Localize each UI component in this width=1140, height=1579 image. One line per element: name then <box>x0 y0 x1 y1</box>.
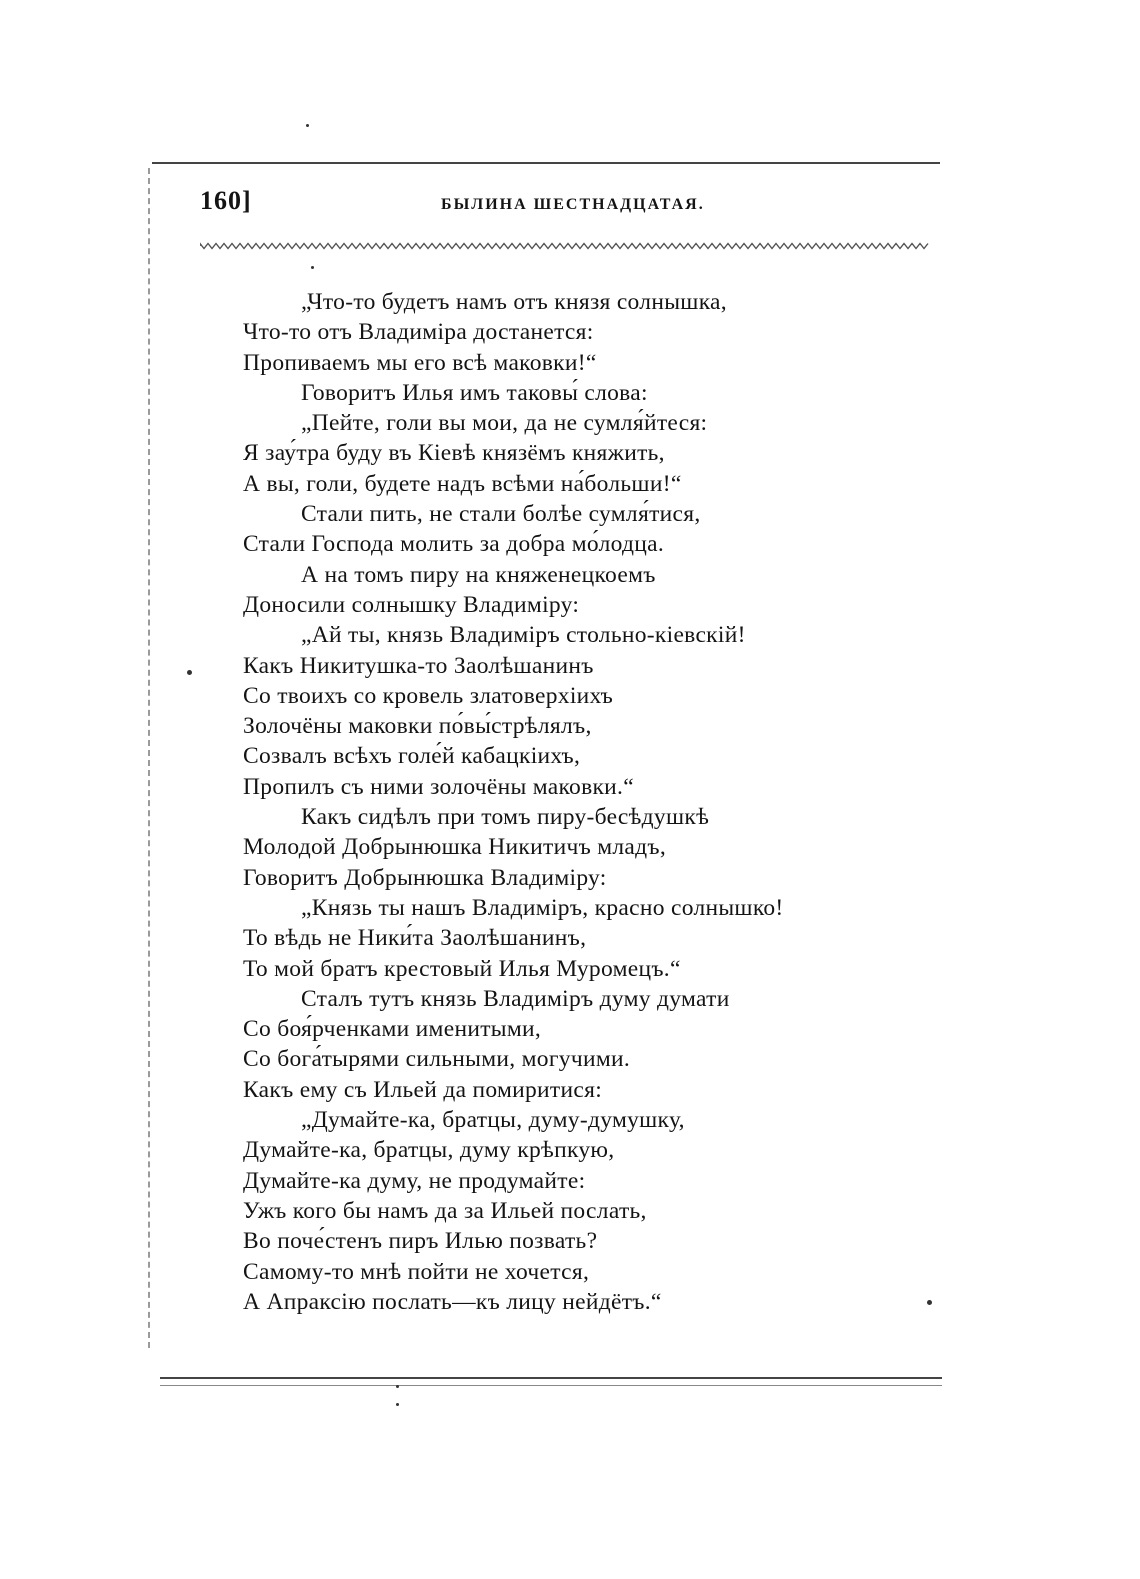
verse-line: То вѣдь не Ники́та Заолѣшанинъ, <box>243 925 587 952</box>
verse-line: „Думайте-ка, братцы, думу-думушку, <box>301 1107 685 1134</box>
scan-speck <box>306 124 309 127</box>
verse-line: „Что-то будетъ намъ отъ князя солнышка, <box>301 289 727 315</box>
page-number: 160] <box>200 186 252 215</box>
verse-line: То мой братъ крестовый Илья Муромецъ.“ <box>243 955 681 982</box>
bottom-rule <box>160 1377 942 1379</box>
poem-text <box>243 287 923 1317</box>
verse-line: Какъ Никитушка-то Заолѣшанинъ <box>243 652 594 679</box>
verse-line: Пропиваемъ мы его всѣ маковки!“ <box>243 349 597 376</box>
wavy-divider <box>200 240 930 252</box>
verse-line: Ужъ кого бы намъ да за Ильей послать, <box>243 1197 647 1224</box>
top-rule <box>152 162 940 164</box>
verse-line: Сталъ тутъ князь Владиміръ думу думати <box>301 985 730 1012</box>
verse-line: Думайте-ка думу, не продумайте: <box>243 1167 586 1194</box>
verse-line: „Князь ты нашъ Владиміръ, красно солнышко! <box>301 894 784 921</box>
verse-line: Золочёны маковки по́вы́стрѣлялъ, <box>243 713 592 740</box>
verse-line: Со твоихъ со кровель златоверхіихъ <box>243 682 614 709</box>
verse-line: Думайте-ка, братцы, думу крѣпкую, <box>243 1137 615 1164</box>
verse-line: Стали Господа молить за добра мо́лодца. <box>243 531 665 558</box>
scan-speck <box>311 266 314 269</box>
verse-line: Самому-то мнѣ пойти не хочется, <box>243 1258 590 1285</box>
scan-speck <box>396 1385 399 1388</box>
verse-line: Во поче́стенъ пиръ Илью позвать? <box>243 1228 598 1255</box>
verse-line: Созвалъ всѣхъ голе́й кабацкіихъ, <box>243 743 581 770</box>
verse-line: „Ай ты, князь Владиміръ стольно-кіевскій! <box>301 622 746 649</box>
verse-line: Стали пить, не стали болѣе сумля́тися, <box>301 501 701 528</box>
verse-line: Говоритъ Илья имъ таковы́ слова: <box>301 379 648 406</box>
bottom-rule-thin <box>160 1385 942 1386</box>
verse-line: Какъ ему съ Ильей да помиритися: <box>243 1076 603 1103</box>
verse-line: Со боя́рченками именитыми, <box>243 1016 542 1043</box>
running-title: БЫЛИНА ШЕСТНАДЦАТАЯ. <box>441 196 705 213</box>
verse-line: А вы, голи, будете надъ всѣми на́больши!“ <box>243 470 682 497</box>
verse-line: Доносили солнышку Владиміру: <box>243 591 580 618</box>
verse-line: Со бога́тырями сильными, могучими. <box>243 1046 631 1073</box>
verse-line: Говоритъ Добрынюшка Владиміру: <box>243 864 607 891</box>
verse-line: „Пейте, голи вы мои, да не сумля́йтеся: <box>301 410 708 437</box>
verse-line: А Апраксію послать—къ лицу нейдётъ.“ <box>243 1288 662 1315</box>
verse-line: Я зау́тра буду въ Кіевѣ князёмъ княжить, <box>243 440 665 467</box>
verse-line: Молодой Добрынюшка Никитичъ младъ, <box>243 834 667 861</box>
scan-speck <box>927 1300 932 1305</box>
margin-guide-line <box>148 168 150 1348</box>
scan-speck <box>187 670 192 675</box>
verse-line: Какъ сидѣлъ при томъ пиру-бесѣдушкѣ <box>301 804 710 831</box>
verse-line: А на томъ пиру на княженецкоемъ <box>301 561 656 588</box>
scan-speck <box>396 1403 399 1406</box>
verse-line: Пропилъ съ ними золочёны маковки.“ <box>243 773 634 800</box>
verse-line: Что-то отъ Владиміра достанется: <box>243 319 594 346</box>
